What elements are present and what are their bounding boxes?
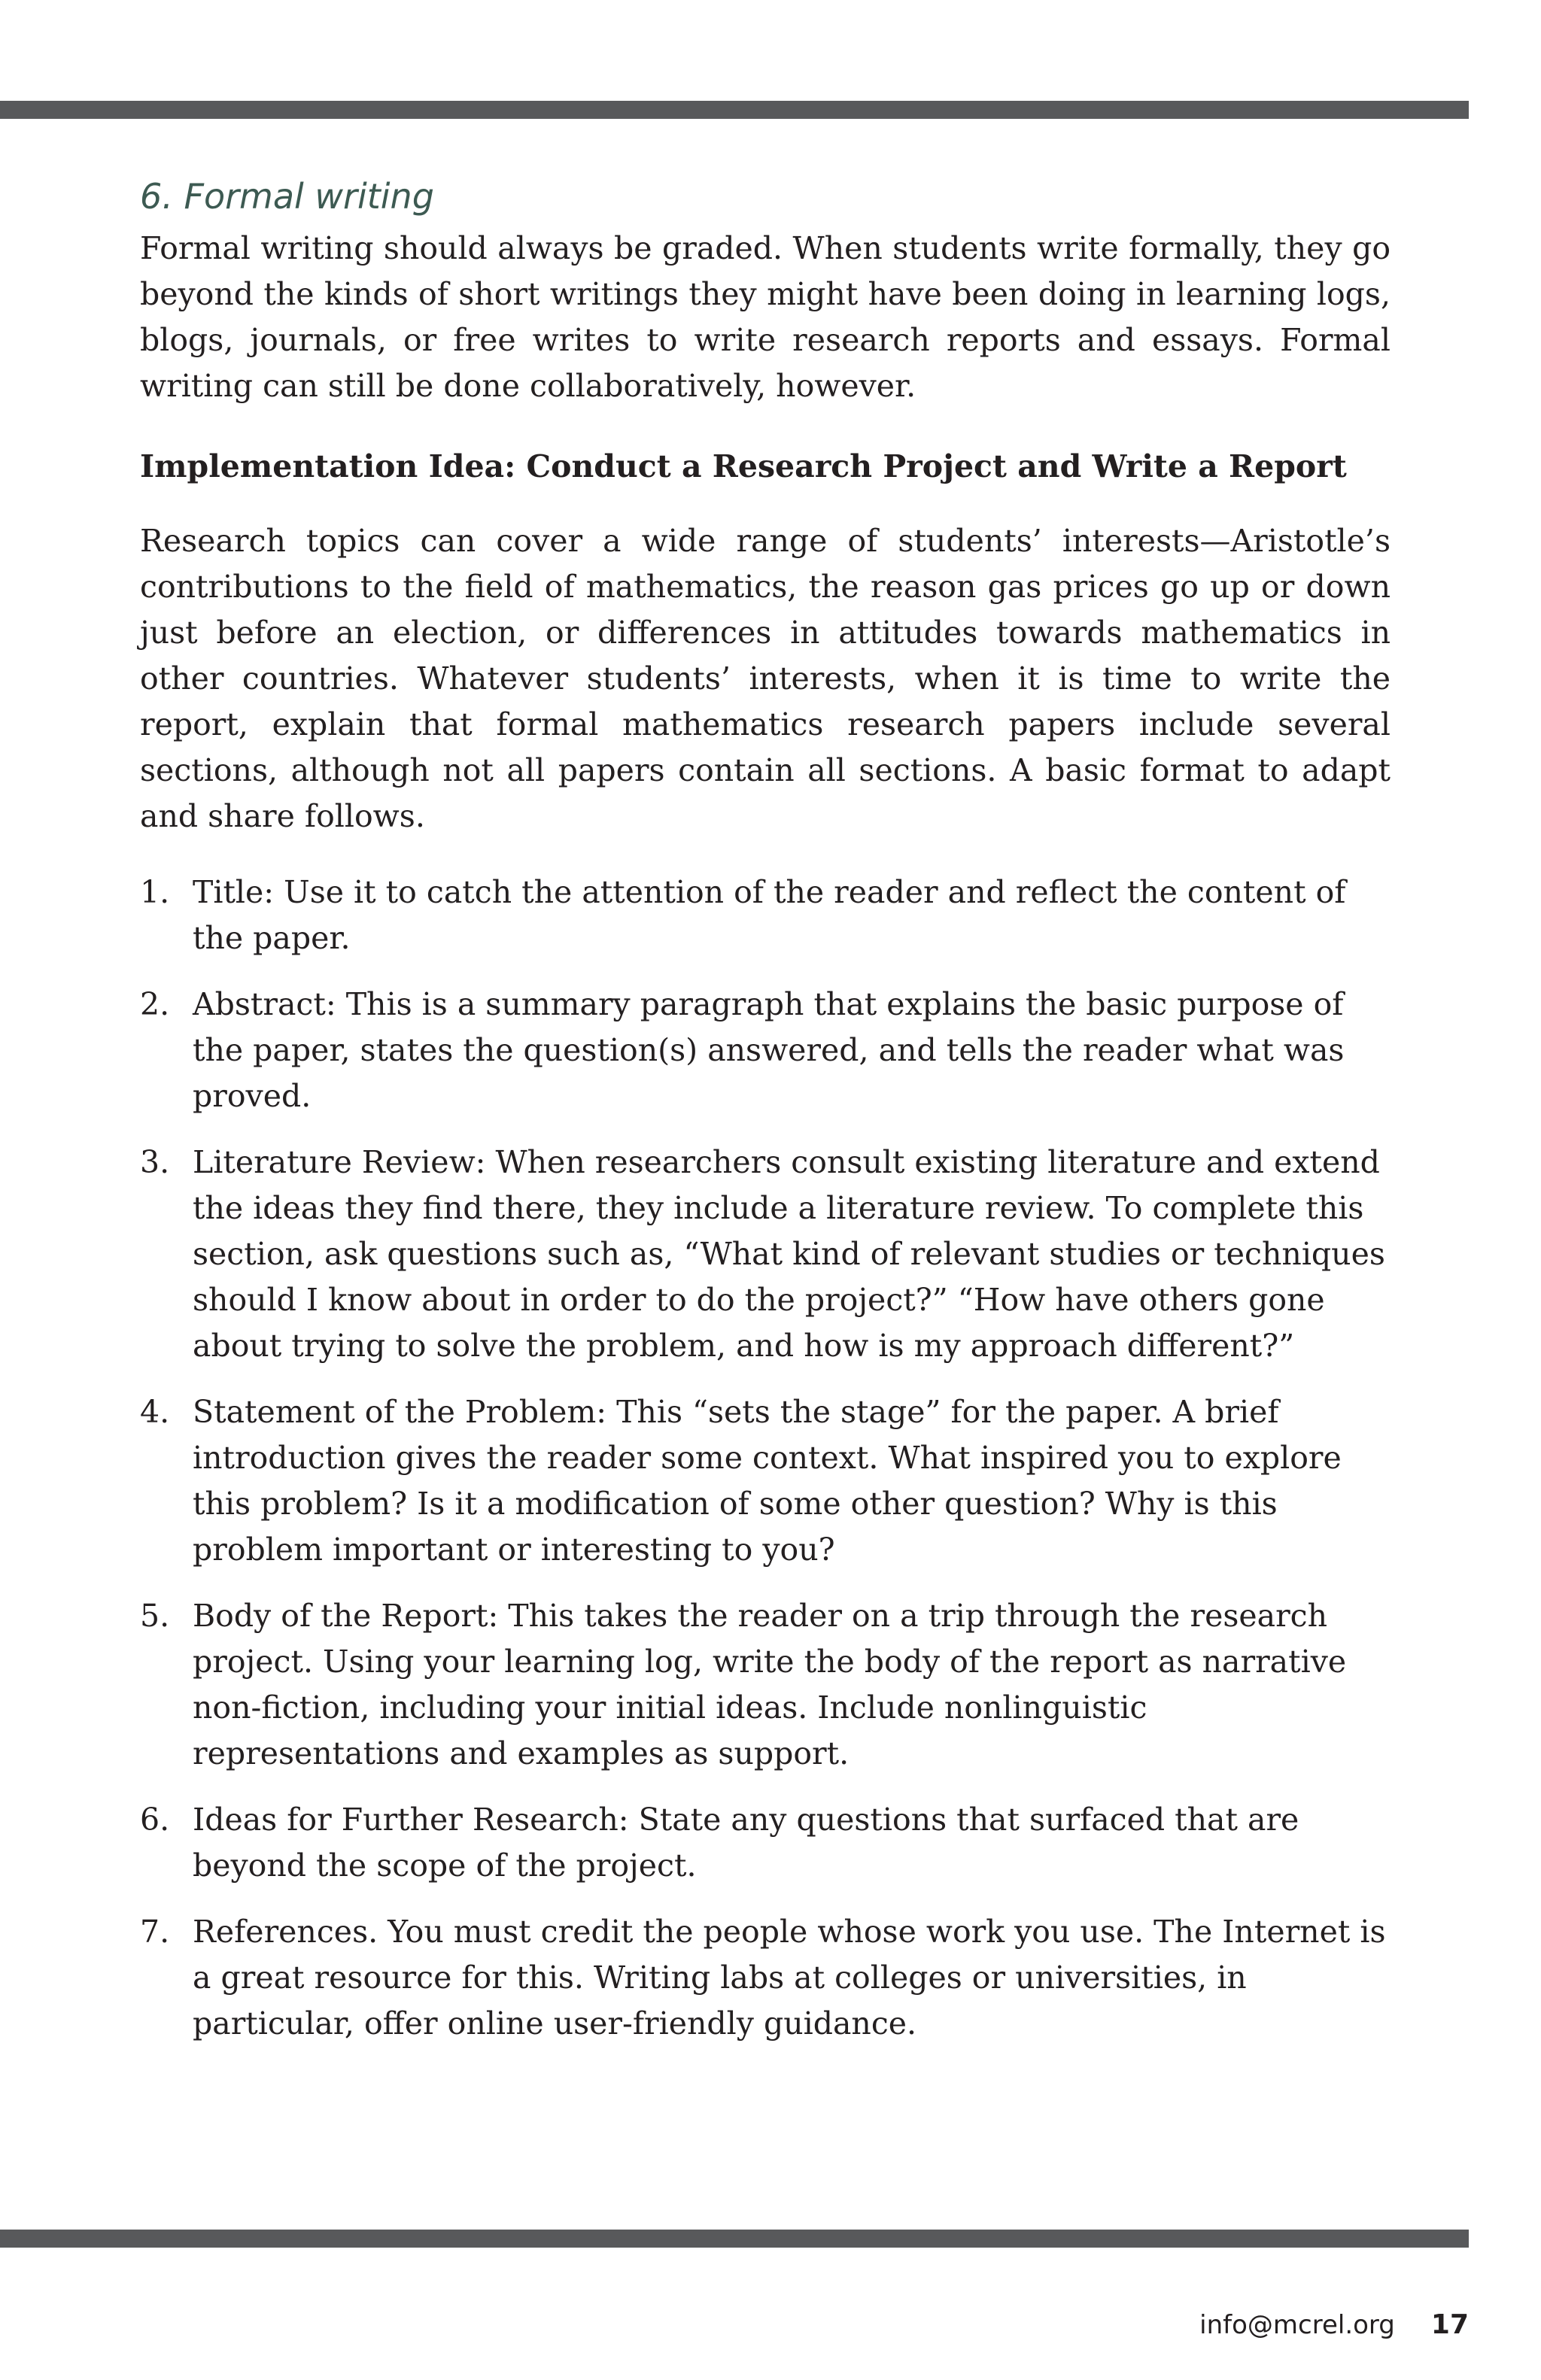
implementation-heading: Implementation Idea: Conduct a Research Project and Write a Report [140,448,1347,484]
implementation-intro: Research topics can cover a wide range of students’ interests—Aristotle’s contributions to the field of mathematics, the reason gas prices go up or down just before an election, or differences in attitudes towards mathematics in other countries. Whatever students’ interests, when it is time to write the report, explain that formal mathematics research papers include several sections, although not all papers contain all sections. A basic format to adapt and share follows. [140,522,1391,834]
list-item [140,1909,1391,2047]
list-item-text: Literature Review: When researchers consult existing literature and extend the ideas they find there, they include a literature review. To complete this section, ask questions such as, “What kind of relevant studies or techniques should I know about in order to do the project?” “How have others gone about trying to solve the problem, and how is my approach different?” [193,1143,1385,1364]
list-item [140,1389,1391,1573]
section-heading: 6. Formal writing [140,176,434,217]
list-item-number: 4. [140,1393,170,1430]
section-paragraph: Formal writing should always be graded. When students write formally, they go beyond the kinds of short writings they might have been doing in learning logs, blogs, journals, or free writes to write research reports and essays. Formal writing can still be done collaboratively, however. [140,229,1391,404]
list-item [140,1140,1391,1369]
list-item-number: 7. [140,1913,170,1950]
footer-email: info@mcrel.org [1199,2310,1395,2340]
top-divider-bar [0,101,1469,119]
page-number: 17 [1430,2309,1469,2340]
list-item-number: 1. [140,873,170,910]
list-item [140,1797,1391,1889]
list-item-number: 5. [140,1597,170,1634]
page-footer [1199,2309,1469,2340]
list-item [140,870,1391,961]
list-item [140,982,1391,1119]
list-item-text: Abstract: This is a summary paragraph that explains the basic purpose of the paper, states the question(s) answered, and tells the reader what was proved. [193,985,1345,1114]
list-item-number: 2. [140,985,170,1022]
list-item-number: 3. [140,1143,170,1180]
list-item-number: 6. [140,1801,170,1838]
list-item-text: Title: Use it to catch the attention of the reader and reflect the content of the paper. [193,873,1346,956]
bottom-divider-bar [0,2230,1469,2248]
list-item-text: Statement of the Problem: This “sets the stage” for the paper. A brief introduction gives the reader some context. What inspired you to explore this problem? Is it a modification of some other question? Why is this problem important or interesting to you? [193,1393,1342,1568]
list-item-text: Ideas for Further Research: State any questions that surfaced that are beyond the scope of the project. [193,1801,1299,1884]
page-content [140,175,1391,2067]
list-item [140,1593,1391,1777]
list-item-text: References. You must credit the people whose work you use. The Internet is a great resource for this. Writing labs at colleges or universities, in particular, offer online user-friendly guidance. [193,1913,1386,2042]
format-list [140,870,1391,2047]
list-item-text: Body of the Report: This takes the reader on a trip through the research project. Using your learning log, write the body of the report as narrative non-fiction, including your initial ideas. Include nonlinguistic representations and examples as support. [193,1597,1347,1771]
